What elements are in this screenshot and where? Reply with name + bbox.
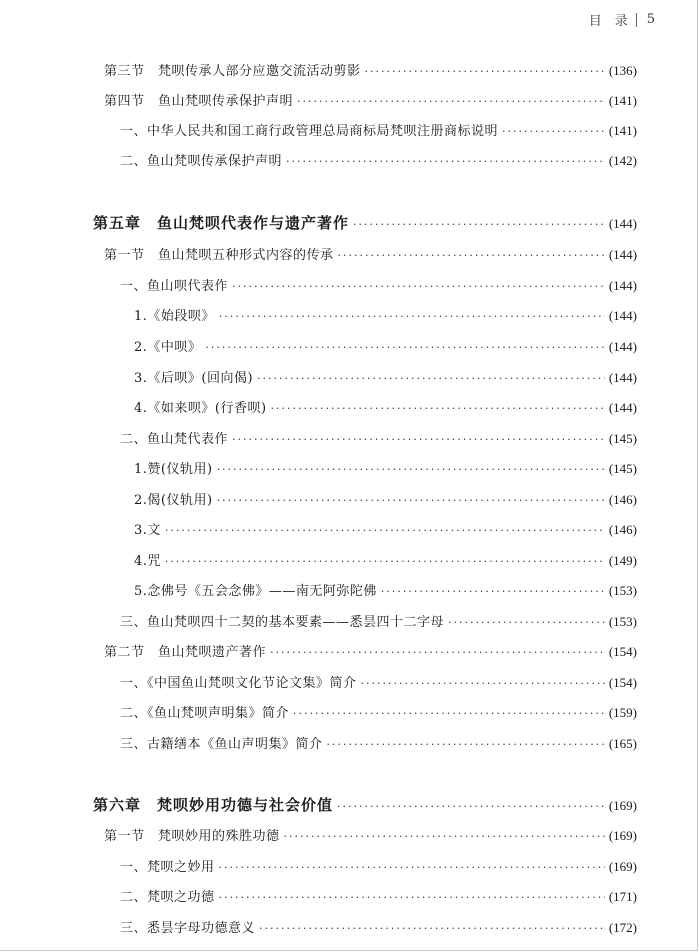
toc-entry-page: (144) — [608, 216, 637, 231]
toc-entry — [104, 60, 637, 79]
toc-entry-title: 2.偈(仪轨用) — [134, 493, 213, 508]
header-divider — [636, 13, 637, 27]
toc-entry-page: (144) — [608, 308, 637, 323]
toc-entry — [134, 336, 637, 355]
toc-entry-title: 第一节 梵呗妙用的殊胜功德 — [104, 829, 280, 844]
toc-entry-page: (144) — [608, 400, 637, 415]
toc-entry-title: 二、鱼山梵呗传承保护声明 — [120, 154, 283, 169]
toc-entry-page: (144) — [608, 339, 637, 354]
toc-entry-title: 一、鱼山呗代表作 — [120, 279, 229, 294]
toc-entry-page: (144) — [608, 278, 637, 293]
toc-entry — [134, 489, 637, 508]
toc-entry — [120, 672, 637, 691]
toc-entry — [134, 550, 637, 569]
toc-leader-dots — [338, 249, 605, 262]
toc-entry — [120, 428, 637, 447]
toc-leader-dots — [217, 494, 605, 507]
toc-leader-dots — [270, 646, 605, 659]
toc-entry — [134, 580, 637, 599]
toc-leader-dots — [337, 800, 605, 813]
toc-entry-title: 5.念佛号《五会念佛》——南无阿弥陀佛 — [134, 584, 377, 599]
toc-entry-title: 第四节 鱼山梵呗传承保护声明 — [104, 94, 294, 109]
toc-entry-page: (172) — [608, 920, 637, 935]
toc-entry-page: (142) — [608, 153, 637, 168]
toc-entry-title: 二、梵呗之功德 — [120, 890, 215, 905]
toc-leader-dots — [165, 555, 605, 568]
toc-entry — [120, 120, 637, 139]
toc-entry-page: (153) — [608, 614, 637, 629]
header-section-title: 目 录 — [588, 14, 628, 29]
toc-entry-page: (149) — [608, 553, 637, 568]
toc-entry-page: (144) — [608, 370, 637, 385]
toc-entry — [134, 367, 637, 386]
toc-entry-title: 二、鱼山梵代表作 — [120, 432, 229, 447]
toc-leader-dots — [205, 341, 604, 354]
toc-entry — [120, 886, 637, 905]
toc-leader-dots — [232, 433, 605, 446]
toc-entry-title: 三、鱼山梵呗四十二契的基本要素——悉昙四十二字母 — [120, 615, 445, 630]
toc-entry-title: 第三节 梵呗传承人部分应邀交流活动剪影 — [104, 64, 361, 79]
toc-entry — [104, 825, 637, 844]
toc-leader-dots — [217, 463, 605, 476]
toc-entry-page: (154) — [608, 675, 637, 690]
toc-entry-page: (153) — [608, 583, 637, 598]
toc-leader-dots — [259, 922, 605, 935]
toc-entry-page: (141) — [608, 93, 637, 108]
toc-entry — [120, 275, 637, 294]
toc-entry-title: 1.《始段呗》 — [134, 309, 215, 324]
toc-entry — [120, 702, 637, 721]
toc-entry — [134, 519, 637, 538]
toc-leader-dots — [381, 585, 605, 598]
toc-leader-dots — [361, 677, 605, 690]
toc-leader-dots — [327, 738, 605, 751]
toc-leader-dots — [165, 524, 605, 537]
toc-entry — [134, 397, 637, 416]
toc-entry — [104, 641, 637, 660]
header-page-number: 5 — [646, 12, 655, 27]
toc-entry-title: 第一节 鱼山梵呗五种形式内容的传承 — [104, 248, 334, 263]
toc-entry-title: 1.赞(仪轨用) — [134, 462, 213, 477]
toc-entry — [120, 856, 637, 875]
toc-entry — [134, 305, 637, 324]
toc-entry — [120, 150, 637, 169]
toc-entry-title: 一、《中国鱼山梵呗文化节论文集》简介 — [120, 676, 357, 691]
toc-entry-page: (146) — [608, 522, 637, 537]
toc-entry — [120, 611, 637, 630]
toc-entry-page: (169) — [608, 828, 637, 843]
toc-entry-page: (169) — [608, 798, 637, 813]
toc-entry-title: 三、古籍缮本《鱼山声明集》简介 — [120, 737, 323, 752]
toc-entry — [120, 917, 637, 936]
toc-leader-dots — [219, 861, 605, 874]
toc-leader-dots — [353, 218, 605, 231]
toc-entry-page: (146) — [608, 492, 637, 507]
toc-entry — [120, 733, 637, 752]
toc-leader-dots — [284, 830, 605, 843]
toc-entry-title: 第五章 鱼山梵呗代表作与遗产著作 — [93, 214, 350, 232]
toc-entry-page: (145) — [608, 431, 637, 446]
toc-entry-page: (165) — [608, 736, 637, 751]
toc-leader-dots — [502, 125, 605, 138]
toc-entry-page: (154) — [608, 644, 637, 659]
toc-chapter-entry — [93, 212, 637, 233]
toc-entry-title: 4.咒 — [134, 554, 161, 569]
toc-leader-dots — [219, 310, 605, 323]
toc-entry-title: 一、中华人民共和国工商行政管理总局商标局梵呗注册商标说明 — [120, 124, 499, 139]
toc-entry-title: 二、《鱼山梵呗声明集》简介 — [120, 706, 290, 721]
toc-entry-page: (141) — [608, 123, 637, 138]
toc-leader-dots — [365, 65, 605, 78]
toc-entry-title: 4.《如来呗》(行香呗) — [134, 401, 267, 416]
toc-leader-dots — [297, 95, 605, 108]
toc-leader-dots — [293, 707, 605, 720]
toc-entry — [104, 244, 637, 263]
toc-leader-dots — [219, 891, 605, 904]
toc-leader-dots — [286, 155, 605, 168]
toc-leader-dots — [448, 616, 605, 629]
toc-entry-title: 2.《中呗》 — [134, 340, 202, 355]
toc-entry-page: (169) — [608, 859, 637, 874]
toc-leader-dots — [271, 402, 605, 415]
toc-entry-title: 第六章 梵呗妙用功德与社会价值 — [93, 796, 334, 814]
toc-leader-dots — [232, 280, 605, 293]
toc-entry-page: (144) — [608, 247, 637, 262]
toc-entry-page: (171) — [608, 889, 637, 904]
toc-entry-title: 三、悉昙字母功德意义 — [120, 921, 256, 936]
toc-entry-title: 第二节 鱼山梵呗遗产著作 — [104, 645, 267, 660]
toc-entry-page: (136) — [608, 63, 637, 78]
running-header — [589, 10, 655, 29]
toc-entry — [134, 458, 637, 477]
toc-entry — [104, 90, 637, 109]
toc-chapter-entry — [93, 794, 637, 815]
toc-entry-title: 3.《后呗》(回向偈) — [134, 371, 254, 386]
toc-entry-page: (159) — [608, 705, 637, 720]
toc-entry-title: 3.文 — [134, 523, 161, 538]
toc-leader-dots — [257, 372, 605, 385]
toc-entry-title: 一、梵呗之妙用 — [120, 860, 215, 875]
toc-entry-page: (145) — [608, 461, 637, 476]
